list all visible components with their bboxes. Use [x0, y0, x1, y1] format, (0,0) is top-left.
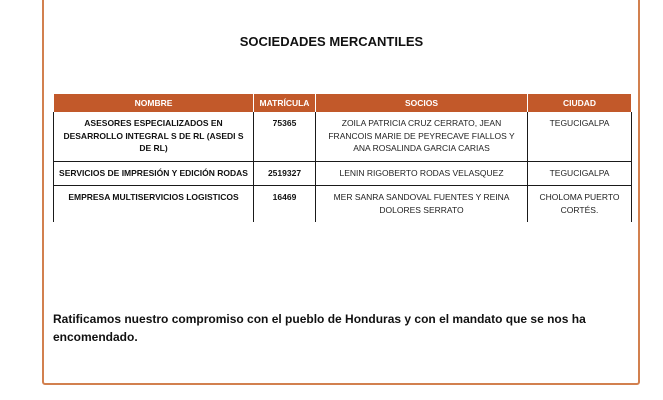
cell-nombre: ASESORES ESPECIALIZADOS EN DESARROLLO INTEGRAL S DE RL (ASEDI S DE RL) — [54, 112, 254, 161]
cell-socios: LENIN RIGOBERTO RODAS VELASQUEZ — [316, 161, 528, 186]
header-nombre: NOMBRE — [54, 94, 254, 112]
page-title: SOCIEDADES MERCANTILES — [239, 34, 424, 49]
cell-ciudad: TEGUCIGALPA — [528, 112, 632, 161]
cell-matricula: 2519327 — [254, 161, 316, 186]
cell-socios: ZOILA PATRICIA CRUZ CERRATO, JEAN FRANCOIS MARIE DE PEYRECAVE FIALLOS Y ANA ROSALINDA GARCIA CARIAS — [316, 112, 528, 161]
cell-matricula: 16469 — [254, 186, 316, 223]
header-matricula: MATRÍCULA — [254, 94, 316, 112]
cell-socios: MER SANRA SANDOVAL FUENTES Y REINA DOLORES SERRATO — [316, 186, 528, 223]
cell-ciudad: CHOLOMA PUERTO CORTÉS. — [528, 186, 632, 223]
commitment-statement: Ratificamos nuestro compromiso con el pueblo de Honduras y con el mandato que se nos ha encomendado. — [53, 312, 586, 344]
cell-ciudad: TEGUCIGALPA — [528, 161, 632, 186]
table-row — [54, 161, 632, 186]
companies-table — [53, 94, 632, 222]
cell-matricula: 75365 — [254, 112, 316, 161]
cell-nombre: SERVICIOS DE IMPRESIÓN Y EDICIÓN RODAS — [54, 161, 254, 186]
table-header-row — [54, 94, 632, 112]
cell-nombre: EMPRESA MULTISERVICIOS LOGISTICOS — [54, 186, 254, 223]
table-row — [54, 112, 632, 161]
table-row — [54, 186, 632, 223]
header-ciudad: CIUDAD — [528, 94, 632, 112]
header-socios: SOCIOS — [316, 94, 528, 112]
